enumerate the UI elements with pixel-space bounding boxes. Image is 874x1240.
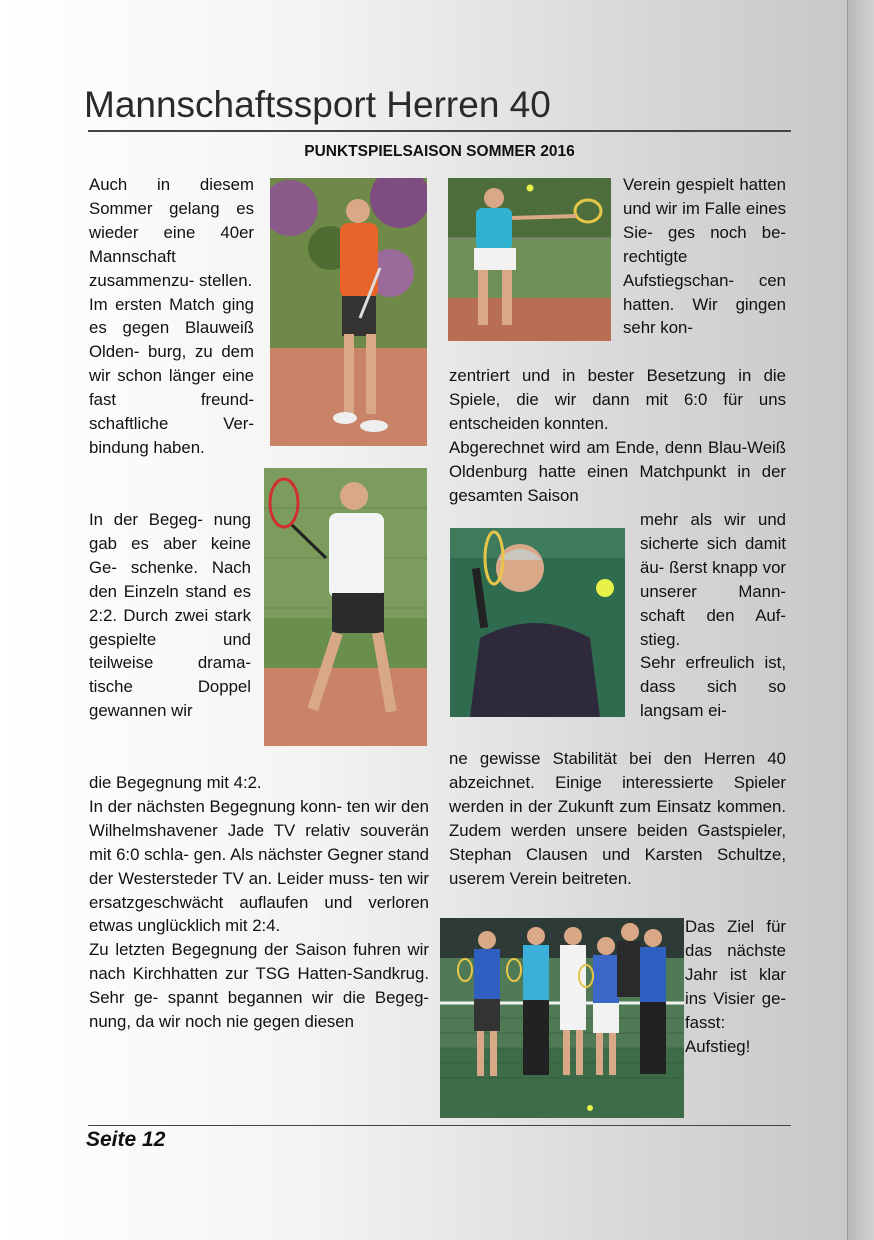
right-text-narrow-2 (640, 508, 786, 723)
left-text-narrow-2 (89, 508, 251, 723)
title-divider (88, 130, 791, 132)
photo-player-orange-shirt (270, 178, 427, 446)
photo-team (440, 918, 684, 1118)
paragraph: In der nächsten Begegnung konn- ten wir den Wilhelmshavener Jade TV relativ souverän mit 6:0 schla- gen. Als nächster Gegner stand der Westersteder TV an. Leider muss- ten wir ersatzgeschwächt auflaufen und verloren etwas unglücklich mit 2:4. (89, 796, 429, 936)
left-text-wide (89, 771, 429, 1034)
right-text-narrow-3 (685, 915, 786, 1058)
paragraph: In der Begeg- nung gab es aber keine Ge- schenke. Nach den Einzeln stand es 2:2. Durch zwei stark gespielte und teilweise drama- tische Doppel gewannen wir (89, 510, 251, 721)
paragraph: mehr als wir und sicherte sich damit äu- ßerst knapp vor unserer Mann- schaft den Auf- stieg. (640, 510, 786, 649)
right-text-wide-1 (449, 364, 786, 507)
paragraph: ne gewisse Stabilität bei den Herren 40 abzeichnet. Einige interessierte Spieler werden in der Zukunft zum Einsatz kommen. Zudem werden unsere beiden Gastspieler, Stephan Clausen und Karsten Schultze, userem Verein beitreten. (449, 749, 786, 888)
paragraph: die Begegnung mit 4:2. (89, 773, 262, 792)
right-text-narrow-1 (623, 173, 786, 340)
page-edge (847, 0, 874, 1240)
page-title: Mannschaftssport Herren 40 (84, 84, 551, 125)
paragraph: Auch in diesem Sommer gelang es wieder eine 40er Mannschaft zusammenzu- stellen. (89, 175, 254, 290)
paragraph: zentriert und in bester Besetzung in die Spiele, die wir dann mit 6:0 für uns entscheiden konnten. (449, 366, 786, 433)
paragraph: Verein gespielt hatten und wir im Falle eines Sie- ges noch be- rechtigte Aufstiegschan- cen hatten. Wir gingen sehr kon- (623, 175, 786, 338)
right-text-wide-2 (449, 747, 786, 890)
paragraph: Sehr erfreulich ist, dass sich so langsam ei- (640, 653, 786, 721)
photo-player-white-shirt (264, 468, 427, 746)
paragraph: Zu letzten Begegnung der Saison fuhren wir nach Kirchhatten zur TSG Hatten-Sandkrug. Sehr ge- spannt begannen wir die Begeg- nung, da wir noch nie gegen diesen (89, 940, 429, 1032)
photo-player-indoor (450, 528, 625, 717)
section-subtitle: PUNKTSPIELSAISON SOMMER 2016 (304, 143, 575, 160)
page-number: Seite 12 (86, 1128, 166, 1151)
paragraph: Im ersten Match ging es gegen Blauweiß Olden- burg, zu dem wir schon länger eine fast freund- schaftliche Ver- bindung haben. (89, 294, 254, 457)
paragraph: Das Ziel für das nächste Jahr ist klar ins Visier ge- fasst: Aufstieg! (685, 917, 786, 1056)
photo-player-blue-shirt (448, 178, 611, 341)
footer-divider (88, 1125, 791, 1126)
left-text-narrow-1 (89, 173, 254, 460)
paragraph: Abgerechnet wird am Ende, denn Blau-Weiß Oldenburg hatte einen Matchpunkt in der gesamten Saison (449, 437, 786, 505)
